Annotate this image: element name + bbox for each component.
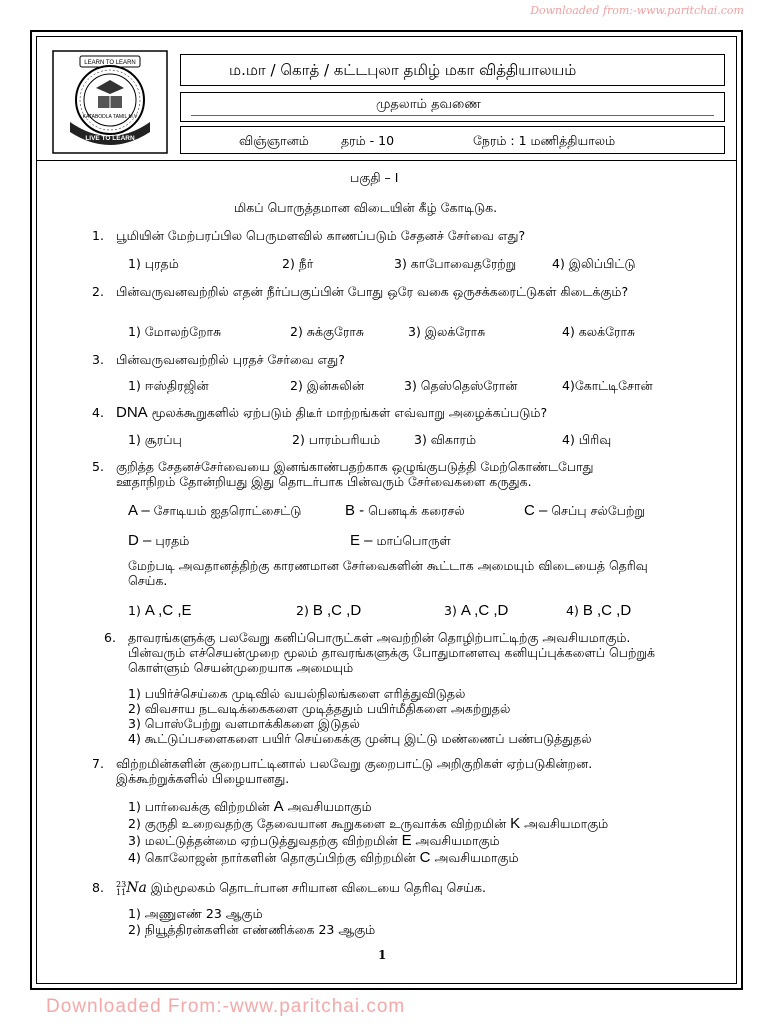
- q7-option-1: 1) பார்வைக்கு விற்றமின் A அவசியமாகும்: [128, 798, 372, 815]
- watermark-bottom: Downloaded From:-www.paritchai.com: [46, 996, 406, 1017]
- q7-option-4: 4) கொலோஜன் நார்களின் தொகுப்பிற்கு விற்றமின் C அவசியமாகும்: [128, 849, 519, 866]
- q7-option-2: 2) குருதி உறைவதற்கு தேவையான கூறுகளை உருவாக்க விற்றமின் K அவசியமாகும்: [128, 815, 609, 832]
- q4-option-1: 1) சூரப்பு: [128, 432, 182, 447]
- element-symbol: Na: [126, 880, 147, 896]
- question-number: 3.: [92, 352, 104, 367]
- logo-top-text: LEARN TO LEARN: [84, 60, 136, 66]
- subject-label: விஞ்ஞானம்: [239, 133, 309, 148]
- question-text: விற்றமின்களின் குறைபாட்டினால் பலவேறு குறைபாட்டு அறிகுறிகள் ஏற்படுகின்றன. இக்கூற்றுக்களில் பிழையானது.: [116, 756, 593, 786]
- question-text: மூலக்கூறுகளில் ஏற்படும் திடீர் மாற்றங்கள் எவ்வாறு அழைக்கப்படும்?: [147, 405, 548, 420]
- school-logo: [52, 50, 168, 154]
- question-text: பூமியின் மேற்பரப்பில பெருமளவில் காணப்படும் சேதனச் சேர்வை எது?: [116, 228, 526, 243]
- q1-option-4: 4) இலிப்பிட்டு: [552, 256, 636, 271]
- q3-option-2: 2) இன்சுலின்: [290, 378, 365, 393]
- q4-option-4: 4) பிரிவு: [562, 432, 612, 447]
- question-number: 1.: [92, 228, 104, 243]
- q3-option-1: 1) ஈஸ்திரஜின்: [128, 378, 209, 393]
- q2-option-1: 1) மோலற்றோசு: [128, 324, 222, 339]
- q5-item-a: A – சோடியம் ஐதரொட்சைட்டு: [128, 502, 302, 519]
- logo-bottom-text: LIVE TO LEARN: [85, 135, 135, 142]
- mass-number: 23: [116, 879, 127, 889]
- q8-option-2: 2) நியூத்திரன்களின் எண்ணிக்கை 23 ஆகும்: [128, 922, 376, 937]
- q3-option-3: 3) தெஸ்தெஸ்ரோன்: [404, 378, 518, 393]
- q6-option-1: 1) பயிர்ச்செய்கை முடிவில் வயல்நிலங்களை எரித்துவிடுதல்: [128, 686, 466, 701]
- dna-term: DNA: [116, 404, 148, 421]
- question-text: பின்வருவனவற்றில் எதன் நீர்ப்பகுப்பின் போது ஒரே வகை ஒருசக்கரைட்டுகள் கிடைக்கும்?: [116, 284, 629, 299]
- q7-option-3: 3) மலட்டுத்தன்மை ஏற்படுத்துவதற்கு விற்றமின் E அவசியமாகும்: [128, 832, 500, 849]
- question-text: இம்மூலகம் தொடர்பான சரியான விடையை தெரிவு செய்க.: [146, 880, 486, 895]
- question-number: 6.: [104, 630, 116, 645]
- q5-option-4: 4) B ,C ,D: [566, 602, 632, 619]
- q3-option-4: 4)கோட்டிசோன்: [562, 378, 653, 393]
- question-number: 7.: [92, 756, 104, 771]
- q5-option-2: 2) B ,C ,D: [296, 602, 362, 619]
- grade-label: தரம் - 10: [341, 133, 395, 148]
- part-heading: பகுதி – I: [350, 170, 399, 185]
- watermark-top: Downloaded from:-www.paritchai.com: [530, 4, 744, 17]
- q1-option-1: 1) புரதம்: [128, 256, 179, 271]
- question-text: தாவரங்களுக்கு பலவேறு கனிப்பொருட்கள் அவற்றின் தொழிற்பாட்டிற்கு அவசியமாகும். பின்வரும் எச்செயன்முறை மூலம் தாவரங்களுக்கு போதுமானளவு கனியுப்புக்களைப் பெற்றுக் கொள்ளும் செயன்முறையாக அமையும்: [128, 630, 655, 675]
- q6-option-2: 2) விவசாய நடவடிக்கைகளை முடித்ததும் பயிர்மீதிகளை அகற்றுதல்: [128, 701, 511, 716]
- q5-item-e: E – மாப்பொருள்: [350, 532, 451, 549]
- time-label: நேரம் : 1 மணித்தியாலம்: [473, 133, 616, 148]
- q2-option-2: 2) சுக்குரோசு: [290, 324, 365, 339]
- q2-option-4: 4) கலக்ரோசு: [562, 324, 636, 339]
- q1-option-3: 3) காபோவைதரேற்று: [394, 256, 517, 271]
- page-number: 1: [378, 948, 387, 962]
- term-box: [180, 92, 725, 122]
- question-number: 8.: [92, 880, 104, 895]
- instruction: மிகப் பொருத்தமான விடையின் கீழ் கோடிடுக.: [234, 200, 498, 215]
- question-number: 5.: [92, 459, 104, 474]
- nuclide-numbers: [116, 881, 126, 897]
- q4-option-2: 2) பாரம்பரியம்: [292, 432, 381, 447]
- q5-item-c: C – செப்பு சல்பேற்று: [524, 502, 645, 519]
- q7-options: [128, 798, 608, 866]
- q8-option-1: 1) அணுஎண் 23 ஆகும்: [128, 906, 263, 921]
- school-name-box: [180, 54, 725, 86]
- q2-option-3: 3) இலக்ரோசு: [408, 324, 486, 339]
- q5-question-part2: மேற்படி அவதானத்திற்கு காரணமான சேர்வைகளின் கூட்டாக அமையும் விடையைத் தெரிவு செய்க.: [128, 558, 648, 588]
- question-number: 2.: [92, 284, 104, 299]
- question-number: 4.: [92, 405, 104, 420]
- q6-option-3: 3) பொஸ்பேற்று வளமாக்கிகளை இடுதல்: [128, 716, 360, 731]
- q1-option-2: 2) நீர்: [282, 256, 314, 271]
- q5-option-1: 1) A ,C ,E: [128, 602, 192, 619]
- q6-options: [128, 686, 592, 746]
- logo-ring-text: KATABODLA TAMIL M.V: [82, 114, 138, 120]
- q6-option-4: 4) கூட்டுப்பசளைகளை பயிர் செய்கைக்கு முன்பு இட்டு மண்ணைப் பண்படுத்துதல்: [128, 731, 592, 746]
- q8-options: [128, 906, 375, 938]
- term-label: முதலாம் தவணை: [376, 97, 481, 112]
- term-underline: [191, 115, 714, 116]
- q5-option-3: 3) A ,C ,D: [444, 602, 509, 619]
- header-divider: [36, 160, 737, 161]
- q5-item-b: B - பெனடிக் கரைசல்: [345, 502, 465, 519]
- question-text: குறித்த சேதனச்சேர்வையை இனங்காண்பதற்காக ஒழுங்குபடுத்தி மேற்கொண்டபோது ஊதாநிறம் தோன்றியது இது தொடர்பாக பின்வரும் சேர்வைகளை கருதுக.: [116, 459, 594, 489]
- question-text: பின்வருவனவற்றில் புரதச் சேர்வை எது?: [116, 352, 345, 367]
- q5-item-d: D – புரதம்: [128, 532, 190, 549]
- atomic-number: 11: [116, 887, 127, 897]
- q4-option-3: 3) விகாரம்: [414, 432, 477, 447]
- school-name: ம.மா / கொத் / கட்டபுலா தமிழ் மகா வித்தியாலயம்: [229, 61, 577, 79]
- exam-info-box: [180, 126, 725, 154]
